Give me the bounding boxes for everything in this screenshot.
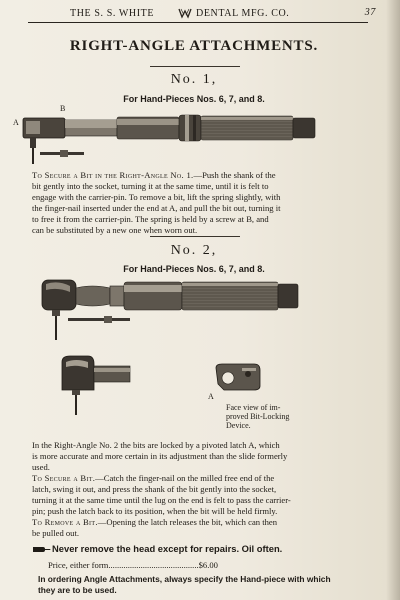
section1-line-3: the finger-nail inserted under the end at A, and pull the bit out, turning it (32, 203, 281, 213)
repair-notice: Never remove the head except for repairs. Oil often. (52, 543, 283, 554)
section1-rule (150, 66, 240, 67)
section1-subtitle: For Hand-Pieces Nos. 6, 7, and 8. (123, 94, 265, 104)
section2-para1-line-2: used. (32, 462, 50, 472)
caption-line-2: Device. (226, 421, 251, 430)
section2-secure-line-2: turning it at the same time until the lug on the end is felt to pass the carrier- (32, 495, 291, 505)
company-logo-icon (178, 8, 192, 18)
section2-label-a: A (208, 392, 214, 401)
section1-instructions-lead: To Secure a Bit in the Right-Angle No. 1. (32, 170, 194, 180)
right-angle-no2-illustration (40, 278, 310, 348)
price-value: $6.00 (198, 560, 218, 570)
section2-para1-line-0: In the Right-Angle No. 2 the bits are locked by a pivoted latch A, which (32, 440, 280, 450)
section2-remove-line-1: be pulled out. (32, 528, 80, 538)
face-view-caption (226, 403, 306, 430)
section2-description (32, 440, 337, 539)
section2-rule (150, 236, 240, 237)
bit-locking-latch-face-view (214, 364, 262, 392)
section1-line-4: to free it from the carrier-pin. The spring is held by a screw at B, and (32, 214, 269, 224)
page-header (28, 6, 376, 23)
caption-line-1: proved Bit-Locking (226, 412, 290, 421)
section1-line-1: bit gently into the socket, turning it at the same time, until it is felt to (32, 181, 269, 191)
section1-line-0: —Push the shank of the (193, 170, 276, 180)
section2-remove-line-0: —Opening the latch releases the bit, which can then (97, 517, 277, 527)
order-line-0: In ordering Angle Attachments, always specify the Hand-piece with which (38, 574, 331, 584)
header-company-left: THE S. S. WHITE (70, 8, 155, 19)
section2-secure-line-0: —Catch the finger-nail on the milled free end of the (95, 473, 275, 483)
price-label: Price, either form (48, 560, 109, 570)
right-angle-no1-illustration (20, 110, 320, 170)
page-number: 37 (364, 7, 376, 18)
section2-remove-lead: To Remove a Bit. (32, 517, 98, 527)
section2-subtitle: For Hand-Pieces Nos. 6, 7, and 8. (123, 264, 265, 274)
section1-line-2: engage with the carrier-pin. To remove a bit, lift the spring slightly, with (32, 192, 281, 202)
price-line (48, 560, 318, 570)
section1-number: No. 1, (170, 72, 218, 87)
header-company-right: DENTAL MFG. CO. (196, 8, 290, 19)
section2-number: No. 2, (170, 243, 218, 258)
section2-secure-lead: To Secure a Bit. (32, 473, 96, 483)
ordering-note (38, 574, 343, 596)
order-line-1: they are to be used. (38, 585, 117, 595)
section2-para1-line-1: is more accurate and more certain in its adjustment than the slide formerly (32, 451, 288, 461)
caption-line-0: Face view of im- (226, 403, 281, 412)
section1-line-5: can be substituted by a new one when worn out. (32, 225, 198, 235)
section1-instructions (32, 170, 337, 236)
pointing-hand-icon (33, 545, 51, 554)
section2-secure-line-1: latch, swing it out, and press the shank of the bit gently into the socket, (32, 484, 277, 494)
latch-head-detail (58, 356, 138, 416)
section2-secure-line-3: pin; push the latch back to its position, when the bit will be held firmly. (32, 506, 278, 516)
section1-label-a: A (13, 118, 19, 127)
price-dots: .......................................... (108, 560, 199, 570)
section1-label-b: B (60, 104, 66, 113)
page-title: RIGHT-ANGLE ATTACHMENTS. (69, 38, 319, 54)
